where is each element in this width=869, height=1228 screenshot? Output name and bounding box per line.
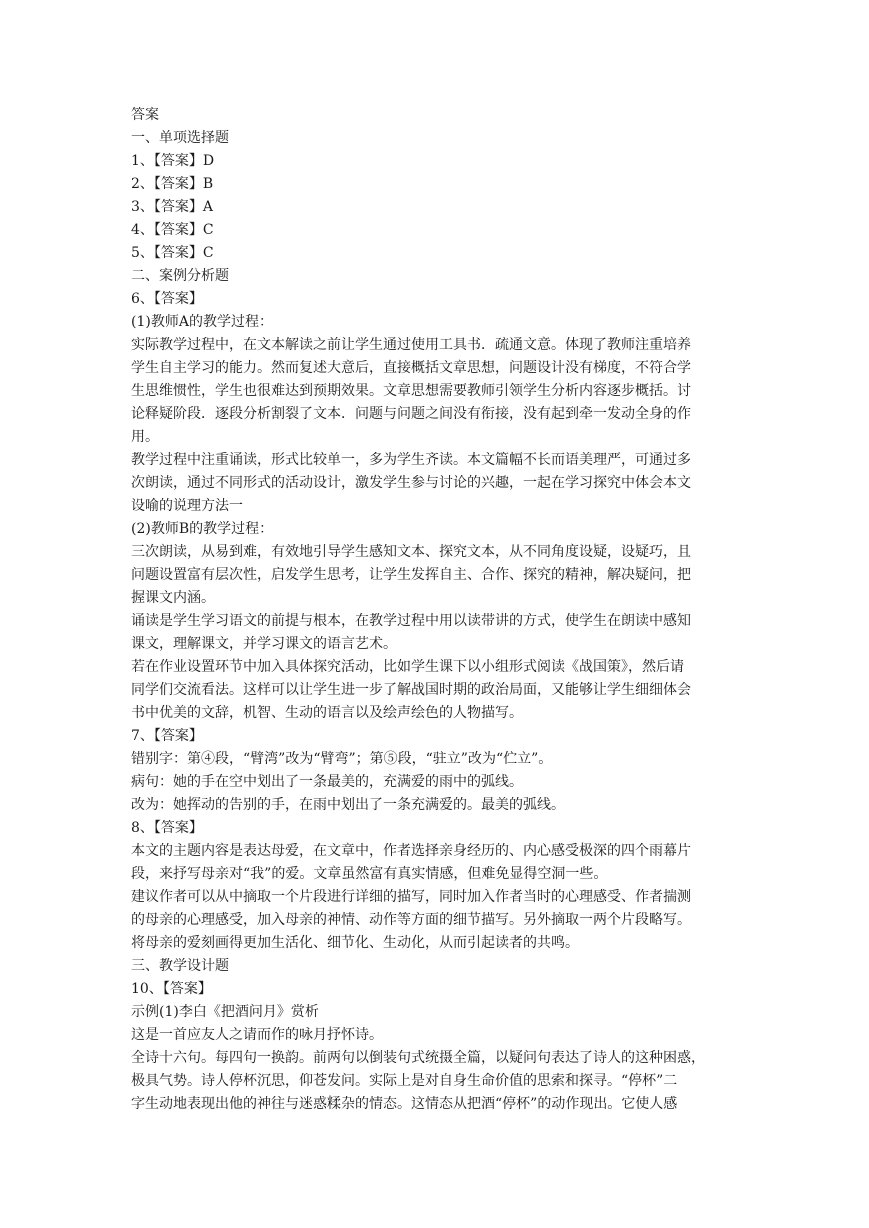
text-line: 三次朗读，从易到难，有效地引导学生感知文本、探究文本，从不同角度设疑，设疑巧，且 xyxy=(131,544,691,560)
text-line: 设喻的说理方法一 xyxy=(131,498,243,514)
text-line: 同学们交流看法。这样可以让学生进一步了解战国时期的政治局面，又能够让学生细细体会 xyxy=(131,682,691,698)
text-line: 全诗十六句。每四句一换韵。前两句以倒装句式统摄全篇，以疑问句表达了诗人的这种困惑， xyxy=(131,1050,705,1066)
text-line: 握课文内涵。 xyxy=(131,590,215,606)
question-heading: 8、【答案】 xyxy=(131,820,203,836)
question-heading: 10、【答案】 xyxy=(131,981,212,997)
question-heading: 6、【答案】 xyxy=(131,291,203,307)
doc-title: 答案 xyxy=(131,107,159,123)
text-line: 改为：她挥动的告别的手，在雨中划出了一条充满爱的。最美的弧线。 xyxy=(131,797,565,813)
text-line: 这是一首应友人之请而作的咏月抒怀诗。 xyxy=(131,1027,383,1043)
text-line: 诵读是学生学习语文的前提与根本，在教学过程中用以读带讲的方式，使学生在朗读中感知 xyxy=(131,613,691,629)
text-line: 论释疑阶段．逐段分析割裂了文本．问题与问题之间没有衔接，没有起到牵一发动全身的作 xyxy=(131,406,691,422)
example-title: 示例(1)李白《把酒问月》赏析 xyxy=(131,1004,319,1020)
subheading: (2)教师B的教学过程： xyxy=(131,521,274,537)
text-line: 字生动地表现出他的神往与迷惑糅杂的情态。这情态从把酒“停杯”的动作现出。它使人感 xyxy=(131,1096,678,1112)
text-line: 若在作业设置环节中加入具体探究活动，比如学生课下以小组形式阅读《战国策》，然后请 xyxy=(131,659,684,675)
section-heading-single-choice: 一、单项选择题 xyxy=(131,130,229,146)
text-line: 生思维惯性，学生也很难达到预期效果。文章思想需要教师引领学生分析内容逐步概括。讨 xyxy=(131,383,691,399)
text-line: 书中优美的文辞，机智、生动的语言以及绘声绘色的人物描写。 xyxy=(131,705,523,721)
text-line: 学生自主学习的能力。然而复述大意后，直接概括文章思想，问题设计没有梯度，不符合学 xyxy=(131,360,691,376)
text-line: 的母亲的心理感受，加入母亲的神情、动作等方面的细节描写。另外摘取一两个片段略写。 xyxy=(131,912,691,928)
text-line: 问题设置富有层次性，启发学生思考，让学生发挥自主、合作、探究的精神，解决疑问，把 xyxy=(131,567,691,583)
subheading: (1)教师A的教学过程： xyxy=(131,314,273,330)
section-heading-case-analysis: 二、案例分析题 xyxy=(131,268,229,284)
text-line: 用。 xyxy=(131,429,159,445)
text-line: 错别字：第④段，“臂湾”改为“臂弯”；第⑤段，“驻立”改为“伫立”。 xyxy=(131,751,553,767)
text-line: 病句：她的手在空中划出了一条最美的，充满爱的雨中的弧线。 xyxy=(131,774,523,790)
answer-line: 1、【答案】D xyxy=(131,153,215,169)
answer-line: 5、【答案】C xyxy=(131,245,214,261)
text-line: 本文的主题内容是表达母爱，在文章中，作者选择亲身经历的、内心感受极深的四个雨幕片 xyxy=(131,843,691,859)
text-line: 建议作者可以从中摘取一个片段进行详细的描写，同时加入作者当时的心理感受、作者揣测 xyxy=(131,889,691,905)
question-heading: 7、【答案】 xyxy=(131,728,203,744)
text-line: 实际教学过程中，在文本解读之前让学生通过使用工具书．疏通文意。体现了教师注重培养 xyxy=(131,337,691,353)
answer-document xyxy=(131,104,741,1116)
answer-line: 3、【答案】A xyxy=(131,199,214,215)
answer-line: 2、【答案】B xyxy=(131,176,214,192)
text-line: 课文，理解课文，并学习课文的语言艺术。 xyxy=(131,636,397,652)
section-heading-teaching-design: 三、教学设计题 xyxy=(131,958,229,974)
text-line: 教学过程中注重诵读，形式比较单一，多为学生齐读。本文篇幅不长而语美理严，可通过多 xyxy=(131,452,691,468)
text-line: 次朗读，通过不同形式的活动设计，激发学生参与讨论的兴趣，一起在学习探究中体会本文 xyxy=(131,475,691,491)
text-line: 段，来抒写母亲对“我”的爱。文章虽然富有真实情感，但难免显得空洞一些。 xyxy=(131,866,608,882)
text-line: 将母亲的爱刻画得更加生活化、细节化、生动化，从而引起读者的共鸣。 xyxy=(131,935,579,951)
text-line: 极具气势。诗人停杯沉思，仰苍发问。实际上是对自身生命价值的思索和探寻。“停杯”二 xyxy=(131,1073,678,1089)
answer-line: 4、【答案】C xyxy=(131,222,214,238)
